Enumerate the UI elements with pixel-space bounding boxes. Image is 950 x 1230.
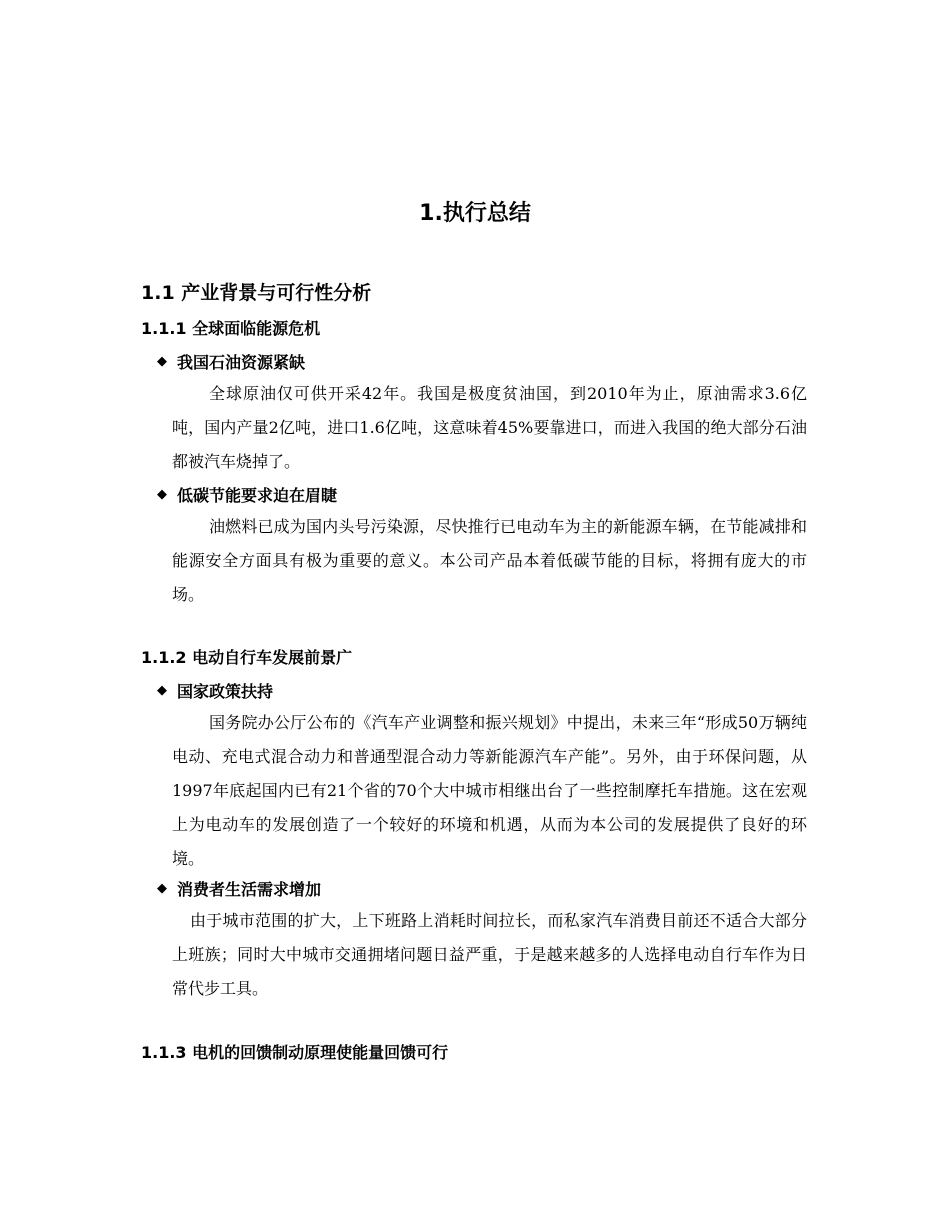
paragraph-oil-shortage: 全球原油仅可供开采42年。我国是极度贫油国，到2010年为止，原油需求3.6亿吨，国内产量2亿吨，进口1.6亿吨，这意味着45%要靠进口，而进入我国的绝大部分石油都被汽车烧掉了。 xyxy=(172,384,807,471)
page-title: 1.执行总结 xyxy=(419,201,531,226)
diamond-bullet-icon: ◆ xyxy=(157,487,167,502)
subsection-heading-1-1-2: 1.1.2 电动自行车发展前景广 xyxy=(141,648,353,667)
bullet-label: 我国石油资源紧缺 xyxy=(177,353,306,372)
subsection-heading-1-1-1: 1.1.1 全球面临能源危机 xyxy=(141,319,321,338)
paragraph-consumer-demand: 由于城市范围的扩大，上下班路上消耗时间拉长，而私家汽车消费目前还不适合大部分上班族；同时大中城市交通拥堵问题日益严重，于是越来越多的人选择电动自行车作为日常代步工具。 xyxy=(172,911,807,998)
subsection-heading-1-1-3: 1.1.3 电机的回馈制动原理使能量回馈可行 xyxy=(141,1043,449,1062)
paragraph-low-carbon: 油燃料已成为国内头号污染源，尽快推行已电动车为主的新能源车辆，在节能减排和能源安全方面具有极为重要的意义。本公司产品本着低碳节能的目标，将拥有庞大的市场。 xyxy=(172,517,807,604)
diamond-bullet-icon: ◆ xyxy=(157,881,167,896)
bullet-label: 消费者生活需求增加 xyxy=(177,880,322,899)
bullet-item-policy-support xyxy=(157,679,273,702)
diamond-bullet-icon: ◆ xyxy=(157,354,167,369)
diamond-bullet-icon: ◆ xyxy=(157,683,167,698)
section-heading-1-1: 1.1 产业背景与可行性分析 xyxy=(141,282,372,304)
bullet-item-consumer-demand xyxy=(157,877,321,900)
bullet-label: 低碳节能要求迫在眉睫 xyxy=(177,486,338,505)
bullet-label: 国家政策扶持 xyxy=(177,682,274,701)
bullet-item-low-carbon xyxy=(157,483,337,506)
bullet-item-oil-shortage xyxy=(157,350,305,373)
paragraph-policy-support: 国务院办公厅公布的《汽车产业调整和振兴规划》中提出，未来三年“形成50万辆纯电动、充电式混合动力和普通型混合动力等新能源汽车产能”。另外，由于环保问题，从1997年底起国内已有21个省的70个大中城市相继出台了一些控制摩托车措施。这在宏观上为电动车的发展创造了一个较好的环境和机遇，从而为本公司的发展提供了良好的环境。 xyxy=(172,713,807,868)
